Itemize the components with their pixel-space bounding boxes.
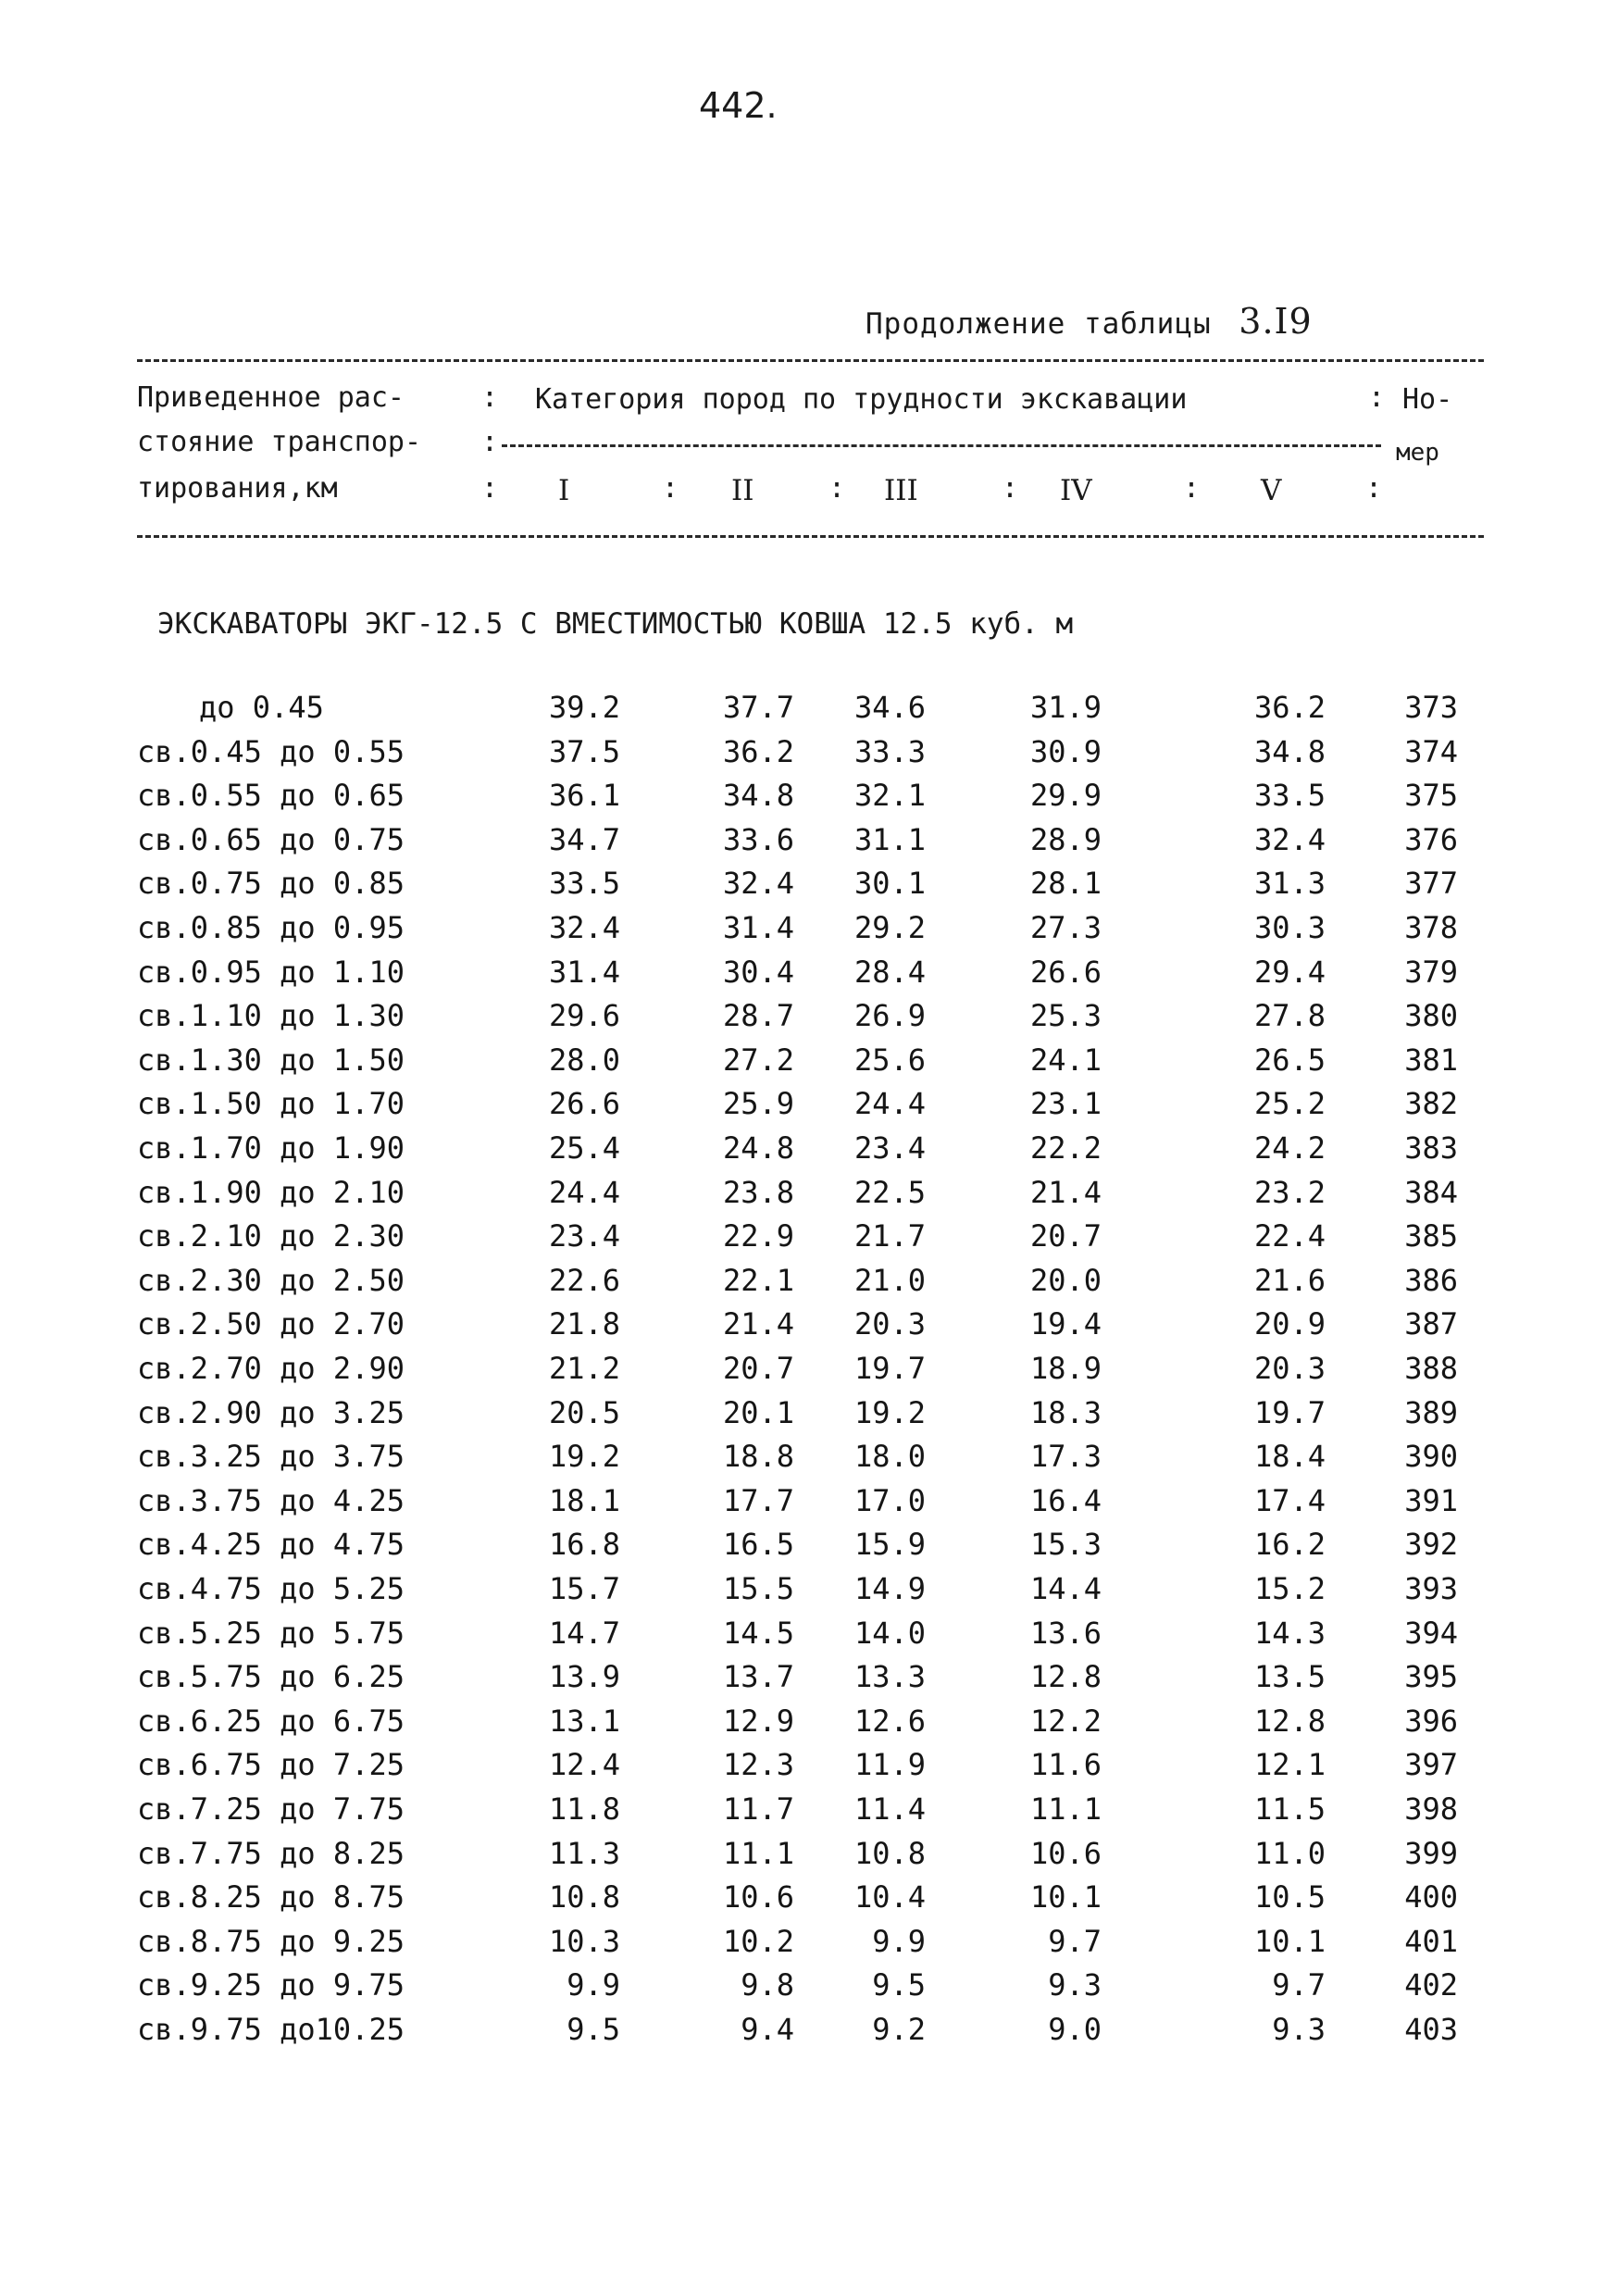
value-cell-category-4: 27.3 [1029,910,1102,945]
value-cell-category-2: 34.8 [722,778,794,814]
distance-range-cell: св.3.75 до 4.25 [137,1482,405,1518]
distance-range-cell: св.2.50 до 2.70 [137,1306,405,1342]
table-row [0,1703,1619,1746]
value-cell-category-3: 17.0 [853,1482,926,1518]
row-number-cell: 377 [1404,866,1458,902]
row-number-cell: 379 [1404,954,1458,990]
value-cell-category-2: 25.9 [722,1086,794,1122]
value-cell-category-3: 14.9 [853,1571,926,1606]
value-cell-category-1: 9.9 [567,1967,620,2003]
value-cell-category-4: 9.0 [1048,2012,1102,2047]
value-cell-category-1: 31.4 [548,954,620,990]
distance-range-cell: св.1.30 до 1.50 [137,1042,405,1078]
value-cell-category-3: 9.2 [872,2012,926,2047]
distance-range-cell: св.5.75 до 6.25 [137,1659,405,1695]
distance-range-cell: св.5.25 до 5.75 [137,1615,405,1651]
value-cell-category-4: 14.4 [1029,1571,1102,1606]
row-number-cell: 396 [1404,1703,1458,1739]
value-cell-category-4: 31.9 [1029,690,1102,725]
distance-range-cell: св.0.95 до 1.10 [137,954,405,990]
value-cell-category-4: 28.9 [1029,821,1102,857]
value-cell-category-4: 22.2 [1029,1130,1102,1166]
category-II: II [731,474,754,507]
value-cell-category-5: 22.4 [1253,1218,1326,1254]
value-cell-category-1: 10.8 [548,1879,620,1915]
table-row [0,1967,1619,2010]
value-cell-category-1: 25.4 [548,1130,620,1166]
distance-range-cell: св.0.65 до 0.75 [137,821,405,857]
row-number-cell: 374 [1404,733,1458,769]
row-number-cell: 376 [1404,821,1458,857]
category-III: III [884,474,918,507]
row-number-cell: 391 [1404,1482,1458,1518]
value-cell-category-4: 12.8 [1029,1659,1102,1695]
value-cell-category-1: 10.3 [548,1923,620,1959]
distance-range-cell: св.0.55 до 0.65 [137,778,405,814]
value-cell-category-5: 15.2 [1253,1571,1326,1606]
value-cell-category-2: 18.8 [722,1439,794,1475]
distance-range-cell: св.0.75 до 0.85 [137,866,405,902]
row-number-cell: 401 [1404,1923,1458,1959]
value-cell-category-4: 20.7 [1029,1218,1102,1254]
table-row [0,778,1619,820]
value-cell-category-2: 11.1 [722,1835,794,1871]
value-cell-category-4: 29.9 [1029,778,1102,814]
row-number-cell: 403 [1404,2012,1458,2047]
table-row [0,1130,1619,1173]
value-cell-category-5: 36.2 [1253,690,1326,725]
row-number-cell: 373 [1404,690,1458,725]
value-cell-category-1: 11.8 [548,1791,620,1827]
value-cell-category-1: 29.6 [548,998,620,1034]
value-cell-category-3: 23.4 [853,1130,926,1166]
value-cell-category-3: 24.4 [853,1086,926,1122]
value-cell-category-2: 12.3 [722,1747,794,1783]
header-separator: : [1368,381,1386,414]
value-cell-category-3: 25.6 [853,1042,926,1078]
table-row [0,1483,1619,1526]
value-cell-category-1: 20.5 [548,1394,620,1430]
table-row [0,1086,1619,1129]
distance-header-line-1: Приведенное рас- [137,381,405,414]
value-cell-category-3: 19.2 [853,1394,926,1430]
value-cell-category-3: 14.0 [853,1615,926,1651]
table-row [0,998,1619,1041]
value-cell-category-1: 33.5 [548,866,620,902]
value-cell-category-2: 37.7 [722,690,794,725]
row-number-cell: 385 [1404,1218,1458,1254]
value-cell-category-3: 32.1 [853,778,926,814]
header-separator: : [481,381,499,414]
distance-header-line-3: тирования,км [137,472,338,505]
value-cell-category-5: 17.4 [1253,1482,1326,1518]
value-cell-category-4: 18.9 [1029,1351,1102,1386]
value-cell-category-2: 17.7 [722,1482,794,1518]
row-number-cell: 386 [1404,1262,1458,1298]
value-cell-category-1: 21.8 [548,1306,620,1342]
value-cell-category-3: 12.6 [853,1703,926,1739]
table-row [0,1351,1619,1393]
value-cell-category-3: 20.3 [853,1306,926,1342]
value-cell-category-5: 12.1 [1253,1747,1326,1783]
value-cell-category-3: 10.8 [853,1835,926,1871]
distance-range-cell: св.1.70 до 1.90 [137,1130,405,1166]
value-cell-category-4: 15.3 [1029,1527,1102,1563]
row-number-cell: 392 [1404,1527,1458,1563]
value-cell-category-2: 27.2 [722,1042,794,1078]
category-I: I [558,474,570,507]
value-cell-category-2: 9.8 [741,1967,794,2003]
value-cell-category-1: 37.5 [548,733,620,769]
value-cell-category-4: 10.1 [1029,1879,1102,1915]
value-cell-category-3: 19.7 [853,1351,926,1386]
table-row [0,866,1619,908]
continuation-label: Продолжение таблицы [866,307,1212,341]
value-cell-category-3: 9.9 [872,1923,926,1959]
value-cell-category-1: 19.2 [548,1439,620,1475]
value-cell-category-5: 32.4 [1253,821,1326,857]
value-cell-category-2: 11.7 [722,1791,794,1827]
value-cell-category-1: 13.1 [548,1703,620,1739]
row-number-cell: 380 [1404,998,1458,1034]
table-row [0,1042,1619,1085]
value-cell-category-3: 21.7 [853,1218,926,1254]
category-V: V [1261,474,1282,507]
table-row [0,734,1619,777]
value-cell-category-4: 9.3 [1048,1967,1102,2003]
distance-range-cell: св.7.25 до 7.75 [137,1791,405,1827]
value-cell-category-5: 14.3 [1253,1615,1326,1651]
distance-range-cell: св.0.45 до 0.55 [137,733,405,769]
value-cell-category-3: 30.1 [853,866,926,902]
value-cell-category-2: 9.4 [741,2012,794,2047]
value-cell-category-4: 10.6 [1029,1835,1102,1871]
value-cell-category-4: 30.9 [1029,733,1102,769]
value-cell-category-5: 26.5 [1253,1042,1326,1078]
value-cell-category-3: 29.2 [853,910,926,945]
value-cell-category-5: 27.8 [1253,998,1326,1034]
value-cell-category-5: 10.1 [1253,1923,1326,1959]
value-cell-category-3: 22.5 [853,1174,926,1210]
table-row [0,1791,1619,1834]
distance-header-line-2: стояние транспор- [137,426,422,458]
table-row [0,1395,1619,1438]
value-cell-category-4: 19.4 [1029,1306,1102,1342]
row-number-cell: 394 [1404,1615,1458,1651]
value-cell-category-5: 13.5 [1253,1659,1326,1695]
value-cell-category-5: 34.8 [1253,733,1326,769]
value-cell-category-4: 20.0 [1029,1262,1102,1298]
value-cell-category-1: 12.4 [548,1747,620,1783]
header-separator: : [481,472,499,505]
header-separator: : [1183,472,1201,505]
value-cell-category-5: 19.7 [1253,1394,1326,1430]
value-cell-category-5: 11.5 [1253,1791,1326,1827]
distance-range-cell: св.1.10 до 1.30 [137,998,405,1034]
value-cell-category-1: 11.3 [548,1835,620,1871]
value-cell-category-1: 14.7 [548,1615,620,1651]
value-cell-category-2: 24.8 [722,1130,794,1166]
value-cell-category-3: 33.3 [853,733,926,769]
value-cell-category-2: 31.4 [722,910,794,945]
table-row [0,1924,1619,1966]
distance-range-cell: св.2.10 до 2.30 [137,1218,405,1254]
table-row [0,1836,1619,1878]
value-cell-category-1: 22.6 [548,1262,620,1298]
value-cell-category-5: 24.2 [1253,1130,1326,1166]
value-cell-category-1: 32.4 [548,910,620,945]
value-cell-category-5: 33.5 [1253,778,1326,814]
value-cell-category-4: 12.2 [1029,1703,1102,1739]
value-cell-category-2: 16.5 [722,1527,794,1563]
value-cell-category-5: 9.3 [1272,2012,1326,2047]
value-cell-category-1: 23.4 [548,1218,620,1254]
table-row [0,1306,1619,1349]
table-row [0,1439,1619,1481]
value-cell-category-3: 28.4 [853,954,926,990]
value-cell-category-5: 20.9 [1253,1306,1326,1342]
number-header-line-2: мер [1396,439,1439,467]
value-cell-category-4: 18.3 [1029,1394,1102,1430]
table-row [0,1218,1619,1261]
table-row [0,822,1619,865]
value-cell-category-2: 20.1 [722,1394,794,1430]
value-cell-category-3: 34.6 [853,690,926,725]
value-cell-category-5: 9.7 [1272,1967,1326,2003]
header-separator: : [1002,472,1019,505]
value-cell-category-2: 13.7 [722,1659,794,1695]
value-cell-category-5: 30.3 [1253,910,1326,945]
category-title: Категория пород по трудности экскавации [535,383,1188,416]
value-cell-category-5: 31.3 [1253,866,1326,902]
table-row [0,1747,1619,1790]
value-cell-category-4: 21.4 [1029,1174,1102,1210]
value-cell-category-2: 22.1 [722,1262,794,1298]
row-number-cell: 398 [1404,1791,1458,1827]
value-cell-category-5: 25.2 [1253,1086,1326,1122]
row-number-cell: 383 [1404,1130,1458,1166]
value-cell-category-5: 21.6 [1253,1262,1326,1298]
value-cell-category-4: 11.6 [1029,1747,1102,1783]
distance-range-cell: св.1.50 до 1.70 [137,1086,405,1122]
distance-range-cell: св.9.75 до10.25 [137,2012,405,2047]
value-cell-category-2: 28.7 [722,998,794,1034]
value-cell-category-4: 26.6 [1029,954,1102,990]
value-cell-category-2: 23.8 [722,1174,794,1210]
row-number-cell: 384 [1404,1174,1458,1210]
distance-range-cell: св.0.85 до 0.95 [137,910,405,945]
table-number: 3.I9 [1239,301,1313,342]
distance-range-cell: св.4.75 до 5.25 [137,1571,405,1606]
header-separator: : [828,472,846,505]
number-header-line-1: Но- [1402,383,1453,416]
value-cell-category-2: 22.9 [722,1218,794,1254]
row-number-cell: 393 [1404,1571,1458,1606]
value-cell-category-4: 16.4 [1029,1482,1102,1518]
value-cell-category-1: 15.7 [548,1571,620,1606]
distance-range-cell: св.8.25 до 8.75 [137,1879,405,1915]
value-cell-category-1: 9.5 [567,2012,620,2047]
page-number: 442. [699,85,778,126]
distance-range-cell: св.8.75 до 9.25 [137,1923,405,1959]
value-cell-category-4: 13.6 [1029,1615,1102,1651]
table-row [0,1616,1619,1658]
table-row [0,1571,1619,1614]
header-separator: : [1365,472,1383,505]
distance-range-cell: св.6.25 до 6.75 [137,1703,405,1739]
table-row [0,955,1619,997]
value-cell-category-3: 26.9 [853,998,926,1034]
distance-range-cell: св.3.25 до 3.75 [137,1439,405,1475]
section-title: ЭКСКАВАТОРЫ ЭКГ-12.5 С ВМЕСТИМОСТЬЮ КОВША 12.5 куб. м [157,607,1074,641]
value-cell-category-5: 18.4 [1253,1439,1326,1475]
distance-range-cell: св.9.25 до 9.75 [137,1967,405,2003]
value-cell-category-4: 24.1 [1029,1042,1102,1078]
row-number-cell: 390 [1404,1439,1458,1475]
value-cell-category-2: 12.9 [722,1703,794,1739]
value-cell-category-4: 11.1 [1029,1791,1102,1827]
header-separator: : [662,472,679,505]
table-row [0,2012,1619,2054]
table-row [0,1175,1619,1217]
value-cell-category-2: 14.5 [722,1615,794,1651]
value-cell-category-1: 28.0 [548,1042,620,1078]
table-row [0,910,1619,953]
value-cell-category-5: 16.2 [1253,1527,1326,1563]
value-cell-category-1: 21.2 [548,1351,620,1386]
value-cell-category-5: 10.5 [1253,1879,1326,1915]
value-cell-category-1: 36.1 [548,778,620,814]
value-cell-category-2: 21.4 [722,1306,794,1342]
value-cell-category-1: 26.6 [548,1086,620,1122]
distance-range-cell: св.4.25 до 4.75 [137,1527,405,1563]
row-number-cell: 378 [1404,910,1458,945]
value-cell-category-5: 11.0 [1253,1835,1326,1871]
table-row [0,690,1619,732]
value-cell-category-5: 20.3 [1253,1351,1326,1386]
row-number-cell: 395 [1404,1659,1458,1695]
value-cell-category-3: 15.9 [853,1527,926,1563]
value-cell-category-1: 34.7 [548,821,620,857]
distance-range-cell: св.7.75 до 8.25 [137,1835,405,1871]
value-cell-category-1: 18.1 [548,1482,620,1518]
value-cell-category-2: 15.5 [722,1571,794,1606]
row-number-cell: 402 [1404,1967,1458,2003]
value-cell-category-4: 28.1 [1029,866,1102,902]
value-cell-category-5: 29.4 [1253,954,1326,990]
value-cell-category-1: 16.8 [548,1527,620,1563]
value-cell-category-4: 9.7 [1048,1923,1102,1959]
row-number-cell: 387 [1404,1306,1458,1342]
distance-range-cell: св.6.75 до 7.25 [137,1747,405,1783]
header-separator: : [481,426,499,458]
value-cell-category-2: 10.2 [722,1923,794,1959]
value-cell-category-3: 13.3 [853,1659,926,1695]
value-cell-category-1: 13.9 [548,1659,620,1695]
row-number-cell: 375 [1404,778,1458,814]
distance-range-cell: св.1.90 до 2.10 [137,1174,405,1210]
distance-range-cell: до 0.45 [199,690,324,725]
category-IV: IV [1060,474,1092,507]
value-cell-category-2: 36.2 [722,733,794,769]
row-number-cell: 388 [1404,1351,1458,1386]
row-number-cell: 397 [1404,1747,1458,1783]
value-cell-category-2: 32.4 [722,866,794,902]
row-number-cell: 382 [1404,1086,1458,1122]
value-cell-category-3: 11.4 [853,1791,926,1827]
value-cell-category-2: 20.7 [722,1351,794,1386]
value-cell-category-1: 39.2 [548,690,620,725]
value-cell-category-3: 21.0 [853,1262,926,1298]
value-cell-category-2: 33.6 [722,821,794,857]
value-cell-category-3: 18.0 [853,1439,926,1475]
value-cell-category-4: 23.1 [1029,1086,1102,1122]
row-number-cell: 381 [1404,1042,1458,1078]
distance-range-cell: св.2.70 до 2.90 [137,1351,405,1386]
row-number-cell: 399 [1404,1835,1458,1871]
value-cell-category-2: 30.4 [722,954,794,990]
value-cell-category-3: 10.4 [853,1879,926,1915]
row-number-cell: 389 [1404,1394,1458,1430]
row-number-cell: 400 [1404,1879,1458,1915]
value-cell-category-4: 17.3 [1029,1439,1102,1475]
table-row [0,1263,1619,1305]
value-cell-category-3: 9.5 [872,1967,926,2003]
value-cell-category-3: 31.1 [853,821,926,857]
value-cell-category-4: 25.3 [1029,998,1102,1034]
distance-range-cell: св.2.30 до 2.50 [137,1262,405,1298]
distance-range-cell: св.2.90 до 3.25 [137,1394,405,1430]
value-cell-category-2: 10.6 [722,1879,794,1915]
value-cell-category-5: 23.2 [1253,1174,1326,1210]
table-row [0,1527,1619,1569]
value-cell-category-5: 12.8 [1253,1703,1326,1739]
table-row [0,1659,1619,1702]
table-row [0,1879,1619,1922]
value-cell-category-1: 24.4 [548,1174,620,1210]
value-cell-category-3: 11.9 [853,1747,926,1783]
